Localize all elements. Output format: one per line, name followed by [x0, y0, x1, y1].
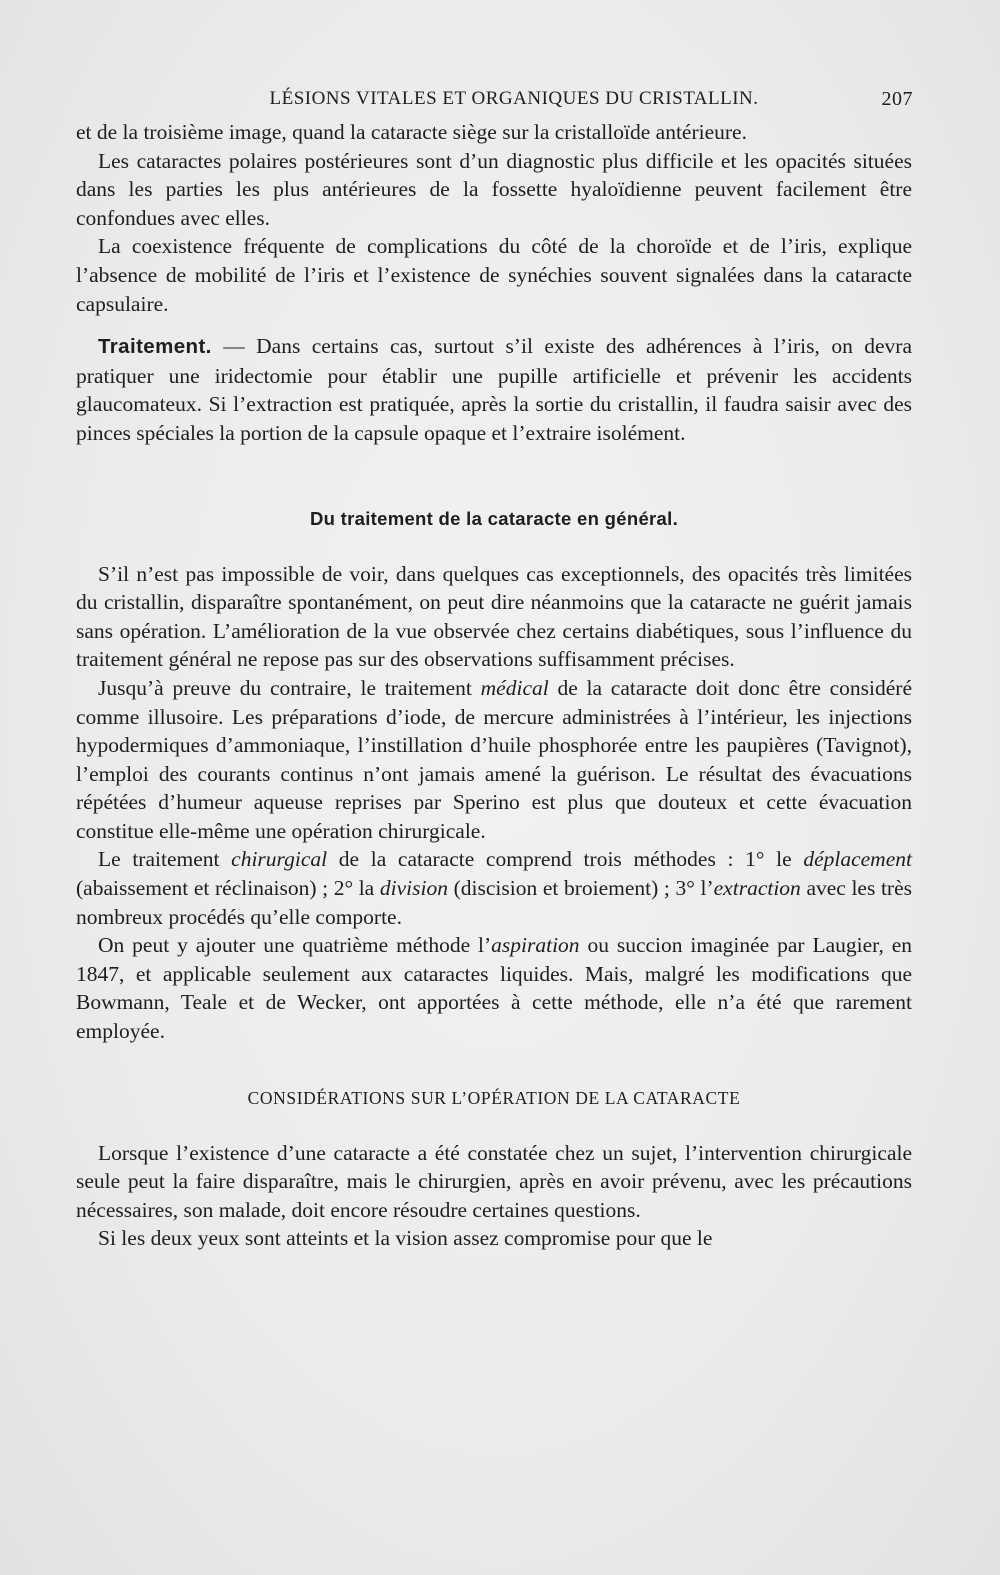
p8-text-a: On peut y ajouter une quatrième méthode l’ [98, 933, 492, 958]
traitement-heading: Traitement. [98, 335, 212, 359]
paragraph-10: Si les deux yeux sont atteints et la vision assez compromise pour que le [98, 1226, 713, 1251]
paragraph-8 [76, 931, 912, 1045]
running-header [76, 88, 912, 116]
p7-text-a: Le traitement [98, 847, 232, 872]
p7-italic-1: chirurgical [231, 847, 328, 872]
p7-text-e: avec les très nombreux procédés qu’elle comporte. [76, 876, 913, 929]
page-number: 207 [881, 88, 913, 110]
running-title: LÉSIONS VITALES ET ORGANIQUES DU CRISTALLIN. [269, 88, 759, 109]
p6-text-b: de la cataracte doit donc être considéré comme illusoire. Les préparations d’iode, de mercure administrées à l’intérieur, les injections hypodermiques d’ammoniaque, l’instillation d’huile phosphorée entre les paupières (Tavignot), l’emploi des courants continus n’ont jamais amené la guérison. Le résultat des évacuations répétées d’humeur aqueuse reprises par Sperino est plus que douteux et cette évacuation constitue elle-même une opération chirurgicale. [76, 675, 913, 843]
p6-italic: médical [480, 675, 549, 700]
p7-text-b: de la cataracte comprend trois méthodes : 1° le [327, 847, 804, 872]
p7-italic-3: division [379, 876, 448, 901]
p8-text-b: ou succion imaginée par Laugier, en 1847, et applicable seulement aux cataractes liquides. Mais, malgré les modifications que Bowmann, Teale et de Wecker, ont apportées à cette méthode, elle n’a été que rarement employée. [76, 933, 912, 1044]
traitement-body: — Dans certains cas, surtout s’il existe des adhérences à l’iris, on devra pratiquer une iridectomie pour établir une pupille artificielle et prévenir les accidents glaucomateux. Si l’extraction est pratiquée, après la sortie du cristallin, il faudra saisir avec des pinces spéciales la portion de la capsule opaque et l’extraire isolément. [76, 334, 912, 445]
p7-text-c: (abaissement et réclinaison) ; 2° la [76, 876, 380, 901]
p7-italic-4: extraction [713, 876, 801, 901]
p7-italic-2: déplacement [803, 847, 912, 872]
paragraph-5: S’il n’est pas impossible de voir, dans quelques cas exceptionnels, des opacités très limitées du cristallin, disparaître spontanément, on peut dire néanmoins que la cataracte ne guérit jamais sans opération. L’amélioration de la vue observée chez certains diabétiques, sous l’influence du traitement général ne repose pas sur des observations suffisamment précises. [76, 561, 912, 672]
paragraph-9: Lorsque l’existence d’une cataracte a été constatée chez un sujet, l’intervention chirurgicale seule peut la faire disparaître, mais le chirurgien, après en avoir prévenu, avec les précautions nécessaires, son malade, doit encore résoudre certaines questions. [76, 1140, 912, 1222]
paragraph-3: La coexistence fréquente de complications du côté de la choroïde et de l’iris, explique l’absence de mobilité de l’iris et l’existence de synéchies souvent signalées dans la cataracte capsulaire. [76, 234, 912, 316]
subsection-title: CONSIDÉRATIONS SUR L’OPÉRATION DE LA CATARACTE [247, 1087, 741, 1108]
p6-text-a: Jusqu’à preuve du contraire, le traitement [98, 675, 481, 700]
section-title: Du traitement de la cataracte en général. [309, 507, 679, 529]
paragraph-6 [76, 674, 912, 846]
p8-italic: aspiration [491, 933, 580, 958]
paragraph-traitement [76, 332, 912, 447]
paragraph-7 [76, 845, 912, 931]
p7-text-d: (discision et broiement) ; 3° l’ [447, 876, 714, 901]
paragraph-1: et de la troisième image, quand la cataracte siège sur la cristalloïde antérieure. [76, 120, 747, 144]
paragraph-2: Les cataractes polaires postérieures sont d’un diagnostic plus difficile et les opacités situées dans les parties les plus antérieures de la fossette hyaloïdienne peuvent facilement être confondues avec elles. [76, 148, 912, 230]
